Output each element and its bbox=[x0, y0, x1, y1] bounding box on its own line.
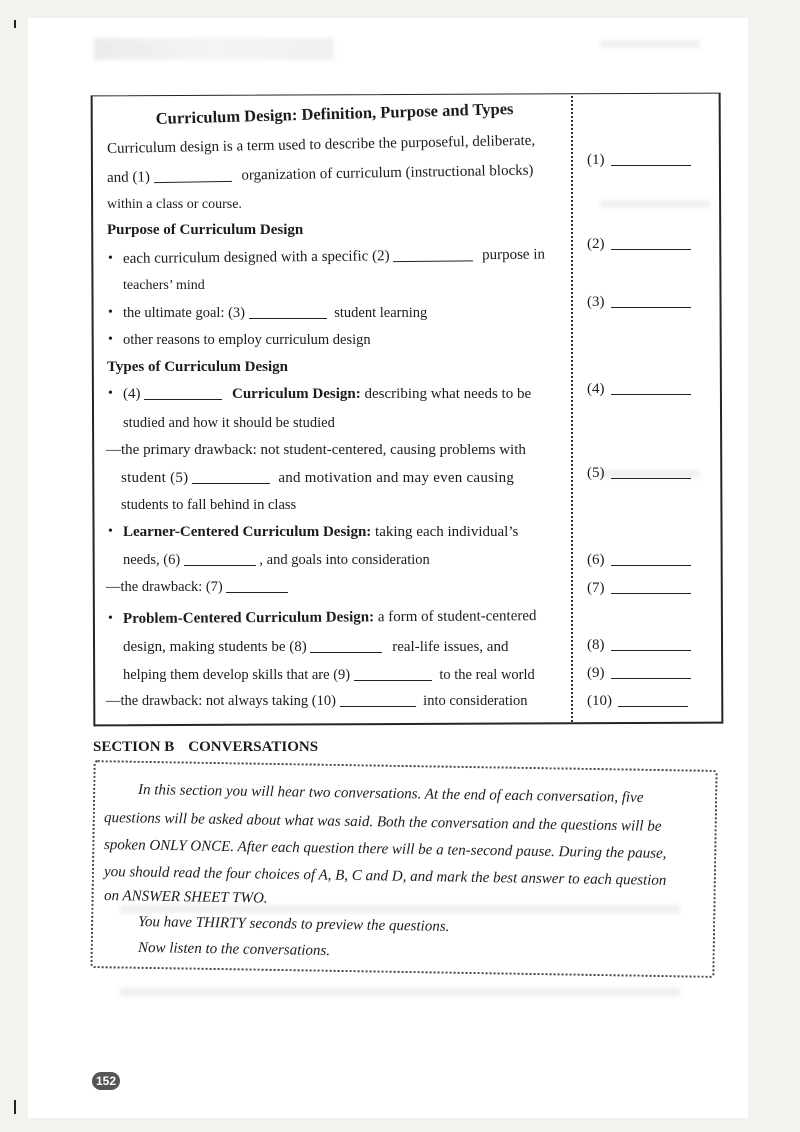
answer-line-3[interactable]: (3) bbox=[587, 294, 691, 311]
intro-line-1: Curriculum design is a term used to describe the purposeful, deliberate, bbox=[106, 132, 536, 157]
bleed-through-line bbox=[600, 40, 700, 48]
type-1-drawback-end: students to fall behind in class bbox=[121, 497, 297, 513]
bullet-icon: • bbox=[108, 251, 113, 266]
type-1-line: (4) Curriculum Design: describing what needs to be bbox=[123, 386, 532, 402]
blank-10 bbox=[340, 706, 416, 707]
purpose-item-1: each curriculum designed with a specific (2) purpose in bbox=[122, 246, 546, 267]
type-2-drawback: —the drawback: (7) bbox=[106, 578, 288, 596]
blank-5 bbox=[192, 483, 270, 484]
types-heading: Types of Curriculum Design bbox=[107, 359, 288, 375]
type-2-line-cont: needs, (6) , and goals into consideration bbox=[123, 552, 430, 568]
answer-line-1[interactable]: (1) bbox=[587, 152, 691, 169]
answer-line-7[interactable]: (7) bbox=[587, 580, 691, 597]
type-3-drawback: —the drawback: not always taking (10) into consideration bbox=[106, 693, 528, 709]
blank-9 bbox=[354, 680, 432, 681]
bullet-icon: • bbox=[108, 332, 113, 347]
bullet-icon: • bbox=[108, 611, 113, 626]
directions-line-7: Now listen to the conversations. bbox=[137, 940, 331, 960]
directions-line-1: In this section you will hear two conversations. At the end of each conversation, five bbox=[137, 782, 644, 806]
answer-line-10[interactable]: (10) bbox=[587, 693, 688, 710]
blank-1 bbox=[154, 181, 232, 183]
intro-line-2: and (1) organization of curriculum (instructional blocks) bbox=[106, 162, 534, 186]
purpose-item-1-cont: teachers’ mind bbox=[123, 278, 205, 293]
answer-column-divider bbox=[571, 96, 573, 722]
purpose-item-2: the ultimate goal: (3) student learning bbox=[123, 305, 428, 321]
blank-2 bbox=[393, 260, 473, 262]
answer-line-4[interactable]: (4) bbox=[587, 381, 691, 398]
purpose-heading: Purpose of Curriculum Design bbox=[107, 222, 304, 238]
type-3-line-cont: design, making students be (8) real-life issues, and bbox=[123, 639, 509, 655]
answer-line-8[interactable]: (8) bbox=[587, 637, 691, 654]
bullet-icon: • bbox=[108, 305, 113, 320]
scan-mark bbox=[14, 1100, 16, 1114]
note-taking-box bbox=[91, 93, 724, 727]
type-3-line-end: helping them develop skills that are (9) to the real world bbox=[123, 667, 535, 683]
bullet-icon: • bbox=[108, 386, 113, 401]
type-1-drawback: —the primary drawback: not student-centered, causing problems with bbox=[106, 442, 526, 458]
directions-line-2: questions will be asked about what was said. Both the conversation and the questions will be bbox=[103, 810, 662, 835]
section-b-heading: SECTION B CONVERSATIONS bbox=[93, 739, 319, 755]
scan-mark bbox=[14, 20, 16, 28]
directions-line-4: you should read the four choices of A, B, C and D, and mark the best answer to each question bbox=[103, 864, 667, 889]
answer-line-2[interactable]: (2) bbox=[587, 236, 691, 253]
purpose-item-3: other reasons to employ curriculum design bbox=[123, 332, 371, 348]
bleed-through-line bbox=[120, 988, 680, 996]
intro-line-3: within a class or course. bbox=[107, 197, 242, 212]
blank-6 bbox=[184, 565, 256, 566]
type-1-line-cont: studied and how it should be studied bbox=[123, 415, 335, 431]
answer-line-6[interactable]: (6) bbox=[587, 552, 691, 569]
directions-line-3: spoken ONLY ONCE. After each question there will be a ten-second pause. During the pause, bbox=[103, 837, 667, 862]
blank-8 bbox=[310, 652, 382, 653]
box-title: Curriculum Design: Definition, Purpose and Types bbox=[155, 99, 514, 128]
directions-line-5: on ANSWER SHEET TWO. bbox=[103, 888, 268, 907]
type-3-line: Problem-Centered Curriculum Design: a form of student-centered bbox=[122, 608, 537, 627]
type-1-drawback-cont: student (5) and motivation and may even causing bbox=[121, 470, 515, 486]
answer-line-5[interactable]: (5) bbox=[587, 465, 691, 482]
blank-3 bbox=[249, 318, 327, 319]
bullet-icon: • bbox=[108, 524, 113, 539]
blank-7 bbox=[226, 592, 288, 593]
blank-4 bbox=[144, 399, 222, 400]
bleed-through-header bbox=[94, 38, 334, 60]
answer-line-9[interactable]: (9) bbox=[587, 665, 691, 682]
directions-line-6: You have THIRTY seconds to preview the questions. bbox=[137, 914, 450, 935]
type-2-line: Learner-Centered Curriculum Design: taking each individual’s bbox=[123, 524, 519, 540]
page-number: 152 bbox=[92, 1072, 120, 1090]
